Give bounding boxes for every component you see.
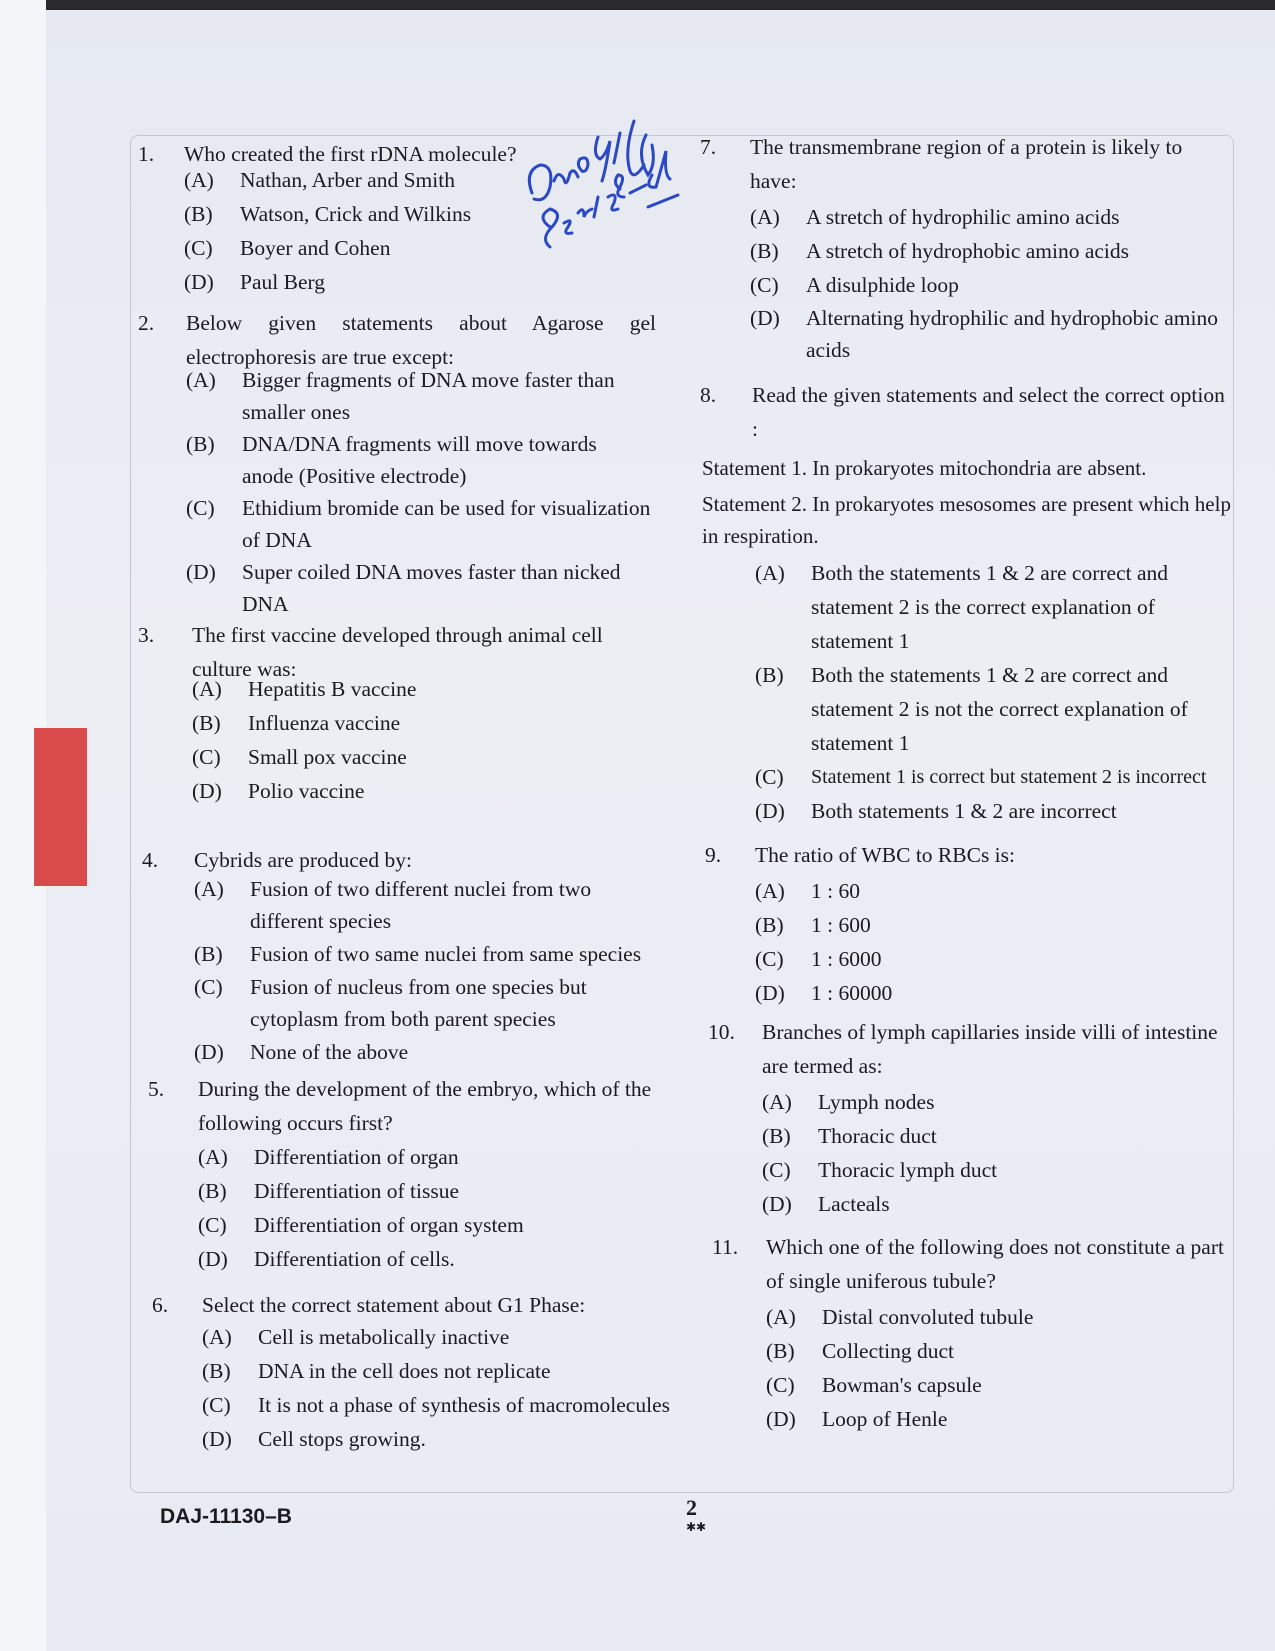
statement-1: Statement 1. In prokaryotes mitochondria are absent.	[702, 456, 1147, 480]
question-text: Below given statements about Agarose gel electrophoresis are true except:	[186, 311, 656, 369]
question-text: Cybrids are produced by:	[194, 848, 412, 872]
option-a: (A) 1 : 60	[755, 879, 860, 903]
question-number: 5.	[148, 1077, 165, 1101]
option-c: (C) Thoracic lymph duct	[762, 1158, 998, 1182]
question-8-options	[755, 556, 1235, 828]
option-c: (C) Boyer and Cohen	[184, 236, 391, 260]
question-number: 2.	[138, 311, 155, 335]
question-text: Who created the first rDNA molecule?	[184, 142, 517, 166]
option-a: (A) Nathan, Arber and Smith	[184, 168, 455, 192]
option-d: (D) Differentiation of cells.	[198, 1247, 455, 1271]
option-b: (B) Collecting duct	[766, 1339, 954, 1363]
question-number: 7.	[700, 135, 717, 159]
question-number: 8.	[700, 383, 717, 407]
option-c: (C) Fusion of nucleus from one species but cytoplasm from both parent species	[194, 975, 587, 1031]
option-c: (C) Ethidium bromide can be used for visualization of DNA	[186, 496, 651, 552]
option-b: (B) Differentiation of tissue	[198, 1179, 459, 1203]
option-d: (D) Alternating hydrophilic and hydrophobic amino acids	[750, 306, 1218, 362]
option-c: (C) Statement 1 is correct but statement 2 is incorrect	[755, 765, 1207, 789]
option-c: (C) A disulphide loop	[750, 273, 959, 297]
option-d: (D) 1 : 60000	[755, 981, 893, 1005]
option-d: (D) Both statements 1 & 2 are incorrect	[755, 799, 1117, 823]
option-d: (D) Paul Berg	[184, 270, 326, 294]
question-number: 1.	[138, 142, 155, 166]
statement-2: Statement 2. In prokaryotes mesosomes are present which help in respiration.	[702, 492, 1231, 548]
red-sticker-tab	[34, 728, 87, 886]
option-a: (A) Bigger fragments of DNA move faster than smaller ones	[186, 368, 615, 424]
question-text: The transmembrane region of a protein is likely to have:	[750, 135, 1183, 193]
option-a: (A) Differentiation of organ	[198, 1145, 459, 1169]
option-c: (C) Differentiation of organ system	[198, 1213, 524, 1237]
question-number: 10.	[708, 1020, 735, 1044]
question-text: The first vaccine developed through animal cell culture was:	[192, 623, 603, 681]
question-text: The ratio of WBC to RBCs is:	[755, 843, 1015, 867]
question-text: Which one of the following does not constitute a part of single uniferous tubule?	[766, 1235, 1224, 1293]
option-c: (C) Small pox vaccine	[192, 745, 407, 769]
question-number: 3.	[138, 623, 155, 647]
option-c: (C) 1 : 6000	[755, 947, 882, 971]
question-number: 11.	[712, 1235, 739, 1259]
option-d: (D) Polio vaccine	[192, 779, 365, 803]
question-number: 6.	[152, 1293, 169, 1317]
question-number: 9.	[705, 843, 722, 867]
question-text: Select the correct statement about G1 Phase:	[202, 1293, 586, 1317]
option-b: (B) Watson, Crick and Wilkins	[184, 202, 472, 226]
page-number: 2	[686, 1495, 697, 1520]
option-a: (A) Lymph nodes	[762, 1090, 935, 1114]
option-a: (A) Hepatitis B vaccine	[192, 677, 417, 701]
option-d: (D) Loop of Henle	[766, 1407, 948, 1431]
scan-top-edge	[0, 0, 1275, 10]
option-a: (A) Distal convoluted tubule	[766, 1305, 1034, 1329]
option-b: (B) Fusion of two same nuclei from same species	[194, 942, 642, 966]
question-text: Read the given statements and select the correct option :	[752, 383, 1225, 441]
option-b: (B) A stretch of hydrophobic amino acids	[750, 239, 1130, 263]
option-a: (A) Cell is metabolically inactive	[202, 1325, 510, 1349]
booklet-code: DAJ-11130–B	[160, 1505, 292, 1528]
page-marker: ✱✱	[686, 1520, 707, 1534]
question-text: Branches of lymph capillaries inside villi of intestine are termed as:	[762, 1020, 1218, 1078]
option-b: (B) DNA in the cell does not replicate	[202, 1359, 551, 1383]
option-a: (A) Fusion of two different nuclei from two different species	[194, 877, 592, 933]
option-a: (A) Both the statements 1 & 2 are correct and statement 2 is the correct explanation of statement 1	[755, 561, 1169, 653]
option-b: (B) Both the statements 1 & 2 are correct and statement 2 is not the correct explanation of statement 1	[755, 663, 1188, 755]
option-b: (B) Thoracic duct	[762, 1124, 937, 1148]
question-number: 4.	[142, 848, 159, 872]
question-text: During the development of the embryo, which of the following occurs first?	[198, 1077, 652, 1135]
option-c: (C) It is not a phase of synthesis of macromolecules	[202, 1393, 670, 1417]
option-b: (B) 1 : 600	[755, 913, 871, 937]
option-d: (D) None of the above	[194, 1040, 409, 1064]
option-c: (C) Bowman's capsule	[766, 1373, 982, 1397]
option-d: (D) Cell stops growing.	[202, 1427, 426, 1451]
option-d: (D) Super coiled DNA moves faster than nicked DNA	[186, 560, 621, 616]
option-b: (B) DNA/DNA fragments will move towards anode (Positive electrode)	[186, 432, 597, 488]
option-a: (A) A stretch of hydrophilic amino acids	[750, 205, 1120, 229]
option-d: (D) Lacteals	[762, 1192, 890, 1216]
option-b: (B) Influenza vaccine	[192, 711, 401, 735]
